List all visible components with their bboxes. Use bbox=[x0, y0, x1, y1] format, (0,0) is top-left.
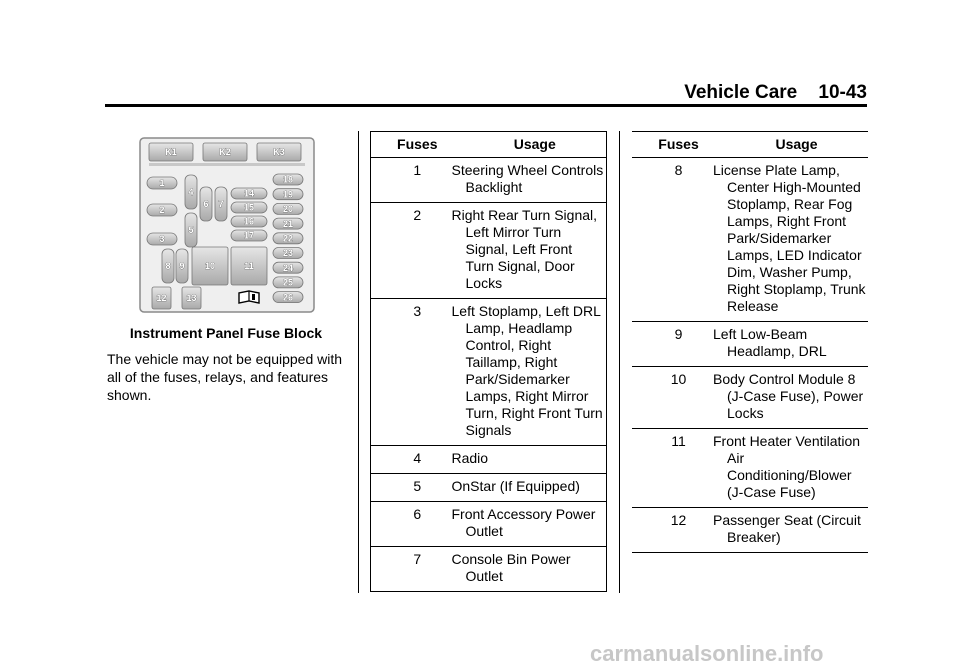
fuse-usage: Right Rear Turn Signal, Left Mirror Turn Signal, Left Front Turn Signal, Door Locks bbox=[464, 203, 607, 299]
relay-k2 bbox=[203, 143, 247, 161]
column-divider-2 bbox=[619, 131, 620, 593]
watermark: carmanualsonline.info bbox=[590, 641, 824, 666]
svg-text:11: 11 bbox=[244, 261, 254, 272]
fuse-17 bbox=[231, 230, 267, 241]
fuse-24 bbox=[273, 262, 303, 273]
fuse-19 bbox=[273, 189, 303, 200]
col-header-usage: Usage bbox=[725, 132, 868, 158]
fuse-11 bbox=[231, 247, 267, 285]
fuse-number: 8 bbox=[632, 158, 725, 322]
column-divider-1 bbox=[358, 131, 359, 593]
svg-text:4: 4 bbox=[188, 187, 194, 198]
fuse-table-right bbox=[632, 131, 868, 553]
fuse-number: 5 bbox=[371, 474, 464, 502]
svg-text:16: 16 bbox=[243, 216, 255, 227]
table-row bbox=[371, 502, 607, 547]
svg-text:25: 25 bbox=[282, 277, 294, 288]
fuse-21 bbox=[273, 218, 303, 229]
fuse-6 bbox=[200, 187, 212, 221]
fuse-1 bbox=[147, 177, 177, 189]
fuse-number: 7 bbox=[371, 547, 464, 592]
header-rule bbox=[105, 104, 867, 107]
table-row bbox=[371, 547, 607, 592]
svg-text:9: 9 bbox=[179, 261, 185, 272]
fuse-23 bbox=[273, 248, 303, 259]
fuse-10 bbox=[192, 247, 228, 285]
fuse-18 bbox=[273, 174, 303, 185]
fuse-20 bbox=[273, 203, 303, 214]
page-header bbox=[105, 82, 867, 104]
table-row bbox=[632, 158, 868, 322]
fuse-number: 9 bbox=[632, 322, 725, 367]
col-header-usage: Usage bbox=[464, 132, 607, 158]
svg-text:6: 6 bbox=[203, 199, 209, 210]
fuse-14 bbox=[231, 188, 267, 199]
svg-text:17: 17 bbox=[243, 230, 255, 241]
fuse-22 bbox=[273, 233, 303, 244]
svg-text:20: 20 bbox=[282, 204, 294, 215]
table-row bbox=[371, 203, 607, 299]
fuse-8 bbox=[162, 249, 174, 283]
fuse-usage: Left Stoplamp, Left DRL Lamp, Headlamp Control, Right Taillamp, Right Park/Sidemarker Lamps, Right Mirror Turn, Right Front Turn Signals bbox=[464, 299, 607, 446]
svg-text:18: 18 bbox=[282, 174, 294, 185]
fuse-7 bbox=[215, 187, 227, 221]
svg-text:14: 14 bbox=[243, 188, 255, 199]
fuse-usage: OnStar (If Equipped) bbox=[464, 474, 607, 502]
fuse-25 bbox=[273, 277, 303, 288]
page-header-title: Vehicle Care 10-43 bbox=[684, 82, 867, 103]
svg-text:26: 26 bbox=[282, 292, 294, 303]
svg-text:7: 7 bbox=[218, 199, 224, 210]
fuse-number: 2 bbox=[371, 203, 464, 299]
table-row bbox=[632, 429, 868, 508]
relay-k1 bbox=[149, 143, 193, 161]
svg-text:8: 8 bbox=[165, 261, 171, 272]
body-paragraph: The vehicle may not be equipped with all of the fuses, relays, and features shown. bbox=[107, 351, 343, 403]
fuse-15 bbox=[231, 202, 267, 213]
fuse-12 bbox=[152, 287, 171, 309]
fuse-number: 1 bbox=[371, 158, 464, 203]
svg-text:10: 10 bbox=[204, 261, 216, 272]
manual-book-icon bbox=[239, 291, 259, 303]
fuse-number: 11 bbox=[632, 429, 725, 508]
svg-text:K2: K2 bbox=[219, 147, 231, 158]
svg-text:23: 23 bbox=[282, 248, 294, 259]
fuse-16 bbox=[231, 216, 267, 227]
fuse-number: 10 bbox=[632, 367, 725, 429]
fuse-9 bbox=[176, 249, 188, 283]
fuse-number: 6 bbox=[371, 502, 464, 547]
svg-text:15: 15 bbox=[243, 202, 255, 213]
fuse-5 bbox=[185, 213, 197, 247]
svg-text:12: 12 bbox=[156, 293, 167, 304]
fuse-usage: Front Accessory Power Outlet bbox=[464, 502, 607, 547]
fuse-13 bbox=[182, 287, 201, 309]
fuse-26 bbox=[273, 292, 303, 303]
fuse-usage: Steering Wheel Controls Backlight bbox=[464, 158, 607, 203]
table-row bbox=[632, 322, 868, 367]
fuse-usage: Console Bin Power Outlet bbox=[464, 547, 607, 592]
svg-text:K3: K3 bbox=[273, 147, 285, 158]
table-row bbox=[632, 367, 868, 429]
fuse-4 bbox=[185, 175, 197, 209]
fuse-usage: Body Control Module 8 (J-Case Fuse), Power Locks bbox=[725, 367, 868, 429]
col-header-fuses: Fuses bbox=[371, 132, 464, 158]
fuse-3 bbox=[147, 233, 177, 245]
fuse-usage: Left Low-Beam Headlamp, DRL bbox=[725, 322, 868, 367]
fuse-usage: Front Heater Ventilation Air Conditioning/Blower (J-Case Fuse) bbox=[725, 429, 868, 508]
svg-text:21: 21 bbox=[282, 218, 294, 229]
fuse-2 bbox=[147, 204, 177, 216]
table-row bbox=[371, 299, 607, 446]
svg-text:1: 1 bbox=[159, 178, 165, 189]
fuse-number: 4 bbox=[371, 446, 464, 474]
fuse-usage: Passenger Seat (Circuit Breaker) bbox=[725, 508, 868, 553]
svg-text:22: 22 bbox=[282, 233, 294, 244]
col-header-fuses: Fuses bbox=[632, 132, 725, 158]
fuse-usage: Radio bbox=[464, 446, 607, 474]
fuse-table-left bbox=[370, 131, 607, 592]
table-row bbox=[371, 158, 607, 203]
fuse-number: 3 bbox=[371, 299, 464, 446]
table-row bbox=[371, 446, 607, 474]
svg-text:5: 5 bbox=[188, 225, 194, 236]
svg-text:19: 19 bbox=[282, 189, 294, 200]
relay-k3 bbox=[257, 143, 301, 161]
svg-text:2: 2 bbox=[159, 205, 165, 216]
table-row bbox=[632, 508, 868, 553]
fuse-block-diagram bbox=[139, 137, 315, 313]
fuse-number: 12 bbox=[632, 508, 725, 553]
table-row bbox=[371, 474, 607, 502]
svg-text:3: 3 bbox=[159, 234, 165, 245]
svg-text:K1: K1 bbox=[165, 147, 177, 158]
svg-text:24: 24 bbox=[282, 262, 294, 273]
svg-text:13: 13 bbox=[186, 293, 197, 304]
figure-caption: Instrument Panel Fuse Block bbox=[129, 325, 323, 341]
fuse-usage: License Plate Lamp, Center High-Mounted Stoplamp, Rear Fog Lamps, Right Front Park/Sidemarker Lamps, LED Indicator Dim, Washer Pump, Right Stoplamp, Trunk Release bbox=[725, 158, 868, 322]
